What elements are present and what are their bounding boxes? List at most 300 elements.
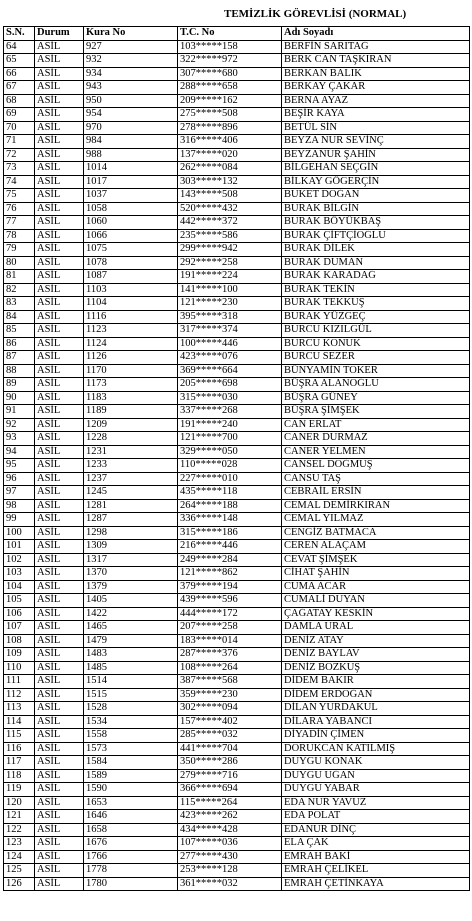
cell-status: ASİL [35,877,84,891]
table-row [4,769,470,783]
table-row [4,810,470,824]
cell-id-no: 302*****094 [178,702,282,716]
cell-status: ASİL [35,567,84,581]
cell-status: ASİL [35,310,84,324]
cell-id-no: 143*****508 [178,189,282,203]
cell-full-name: ELA ÇAK [282,837,470,851]
cell-lottery-no: 1465 [84,621,178,635]
cell-sn: 120 [4,796,35,810]
cell-sn: 103 [4,567,35,581]
cell-full-name: EDANUR DİNÇ [282,823,470,837]
cell-full-name: CUMA ACAR [282,580,470,594]
cell-lottery-no: 1087 [84,270,178,284]
cell-sn: 106 [4,607,35,621]
cell-full-name: CAN ERLAT [282,418,470,432]
cell-lottery-no: 1170 [84,364,178,378]
cell-full-name: BÜŞRA ŞİMŞEK [282,405,470,419]
cell-sn: 64 [4,40,35,54]
table-row [4,108,470,122]
table-row [4,837,470,851]
cell-id-no: 108*****264 [178,661,282,675]
cell-full-name: CEMAL DEMİRKIRAN [282,499,470,513]
table-row [4,553,470,567]
table-row [4,67,470,81]
cell-status: ASİL [35,742,84,756]
cell-status: ASİL [35,675,84,689]
cell-status: ASİL [35,405,84,419]
cell-full-name: CANER DURMAZ [282,432,470,446]
cell-sn: 76 [4,202,35,216]
cell-lottery-no: 934 [84,67,178,81]
cell-status: ASİL [35,688,84,702]
cell-sn: 95 [4,459,35,473]
cell-full-name: BURAK TEKKUŞ [282,297,470,311]
cell-sn: 111 [4,675,35,689]
cell-sn: 68 [4,94,35,108]
cell-lottery-no: 1233 [84,459,178,473]
cell-id-no: 227*****010 [178,472,282,486]
cell-id-no: 121*****862 [178,567,282,581]
cell-id-no: 141*****100 [178,283,282,297]
results-table [3,26,470,891]
cell-sn: 83 [4,297,35,311]
cell-sn: 85 [4,324,35,338]
cell-id-no: 444*****172 [178,607,282,621]
cell-id-no: 316*****406 [178,135,282,149]
cell-status: ASİL [35,837,84,851]
cell-full-name: CENGİZ BATMACA [282,526,470,540]
cell-sn: 82 [4,283,35,297]
cell-lottery-no: 1066 [84,229,178,243]
cell-sn: 86 [4,337,35,351]
cell-full-name: DİLAN YURDAKUL [282,702,470,716]
cell-status: ASİL [35,850,84,864]
table-row [4,189,470,203]
cell-status: ASİL [35,499,84,513]
cell-id-no: 277*****430 [178,850,282,864]
cell-id-no: 191*****240 [178,418,282,432]
header-id-no: T.C. No [178,27,282,41]
cell-status: ASİL [35,621,84,635]
cell-lottery-no: 1483 [84,648,178,662]
cell-lottery-no: 943 [84,81,178,95]
cell-full-name: DENİZ BAYLAV [282,648,470,662]
cell-lottery-no: 1558 [84,729,178,743]
cell-id-no: 275*****508 [178,108,282,122]
cell-sn: 122 [4,823,35,837]
table-row [4,486,470,500]
cell-lottery-no: 1058 [84,202,178,216]
cell-sn: 94 [4,445,35,459]
cell-sn: 69 [4,108,35,122]
cell-full-name: ÇAĞATAY KESKİN [282,607,470,621]
cell-lottery-no: 1237 [84,472,178,486]
cell-lottery-no: 1209 [84,418,178,432]
cell-id-no: 315*****030 [178,391,282,405]
cell-full-name: BERFİN SARITAĞ [282,40,470,54]
cell-lottery-no: 950 [84,94,178,108]
cell-full-name: CEVAT ŞİMŞEK [282,553,470,567]
table-row [4,621,470,635]
cell-id-no: 183*****014 [178,634,282,648]
cell-lottery-no: 1104 [84,297,178,311]
cell-status: ASİL [35,418,84,432]
cell-id-no: 350*****286 [178,756,282,770]
cell-full-name: BETÜL SİN [282,121,470,135]
cell-status: ASİL [35,162,84,176]
cell-id-no: 264*****188 [178,499,282,513]
table-row [4,472,470,486]
cell-lottery-no: 1780 [84,877,178,891]
cell-id-no: 369*****664 [178,364,282,378]
table-row [4,661,470,675]
cell-full-name: EMRAH BAKİ [282,850,470,864]
cell-sn: 108 [4,634,35,648]
cell-id-no: 262*****084 [178,162,282,176]
cell-full-name: BEŞİR KAYA [282,108,470,122]
table-row [4,783,470,797]
table-row [4,675,470,689]
document-title: TEMİZLİK GÖREVLİSİ (NORMAL) [224,8,407,20]
cell-id-no: 249*****284 [178,553,282,567]
cell-full-name: BİLGEHAN SEÇGİN [282,162,470,176]
cell-status: ASİL [35,715,84,729]
cell-full-name: BERKAN BALIK [282,67,470,81]
table-row [4,216,470,230]
cell-lottery-no: 954 [84,108,178,122]
cell-id-no: 329*****050 [178,445,282,459]
cell-sn: 109 [4,648,35,662]
cell-full-name: DUYGU YABAR [282,783,470,797]
cell-status: ASİL [35,297,84,311]
cell-sn: 90 [4,391,35,405]
table-row [4,594,470,608]
cell-lottery-no: 1060 [84,216,178,230]
cell-id-no: 307*****680 [178,67,282,81]
table-row [4,270,470,284]
cell-status: ASİL [35,661,84,675]
cell-sn: 125 [4,864,35,878]
cell-lottery-no: 1298 [84,526,178,540]
cell-id-no: 441*****704 [178,742,282,756]
cell-sn: 93 [4,432,35,446]
cell-lottery-no: 1317 [84,553,178,567]
table-row [4,364,470,378]
cell-id-no: 253*****128 [178,864,282,878]
cell-sn: 114 [4,715,35,729]
cell-lottery-no: 1515 [84,688,178,702]
table-row [4,324,470,338]
cell-full-name: DORUKCAN KATILMIŞ [282,742,470,756]
cell-sn: 124 [4,850,35,864]
cell-full-name: DİLARA YABANCI [282,715,470,729]
cell-id-no: 361*****032 [178,877,282,891]
cell-lottery-no: 1405 [84,594,178,608]
cell-id-no: 520*****432 [178,202,282,216]
cell-full-name: BURAK BİLGİN [282,202,470,216]
cell-sn: 65 [4,54,35,68]
cell-id-no: 121*****230 [178,297,282,311]
cell-id-no: 292*****258 [178,256,282,270]
table-row [4,729,470,743]
cell-full-name: BURAK KARADAĞ [282,270,470,284]
cell-lottery-no: 1245 [84,486,178,500]
table-row [4,148,470,162]
cell-lottery-no: 1778 [84,864,178,878]
cell-full-name: EDA POLAT [282,810,470,824]
cell-lottery-no: 1037 [84,189,178,203]
cell-lottery-no: 932 [84,54,178,68]
table-row [4,297,470,311]
cell-lottery-no: 1183 [84,391,178,405]
cell-status: ASİL [35,607,84,621]
cell-sn: 78 [4,229,35,243]
cell-sn: 115 [4,729,35,743]
cell-sn: 81 [4,270,35,284]
cell-full-name: BÜŞRA ALANOĞLU [282,378,470,392]
table-row [4,81,470,95]
cell-id-no: 110*****028 [178,459,282,473]
table-row [4,310,470,324]
table-row [4,756,470,770]
cell-full-name: CANER YELMEN [282,445,470,459]
cell-sn: 118 [4,769,35,783]
cell-status: ASİL [35,148,84,162]
cell-sn: 80 [4,256,35,270]
cell-status: ASİL [35,729,84,743]
cell-sn: 75 [4,189,35,203]
table-row [4,337,470,351]
cell-sn: 79 [4,243,35,257]
cell-sn: 101 [4,540,35,554]
cell-sn: 92 [4,418,35,432]
table-row [4,94,470,108]
cell-status: ASİL [35,189,84,203]
cell-lottery-no: 1075 [84,243,178,257]
table-body [4,40,470,891]
cell-lottery-no: 1014 [84,162,178,176]
cell-id-no: 115*****264 [178,796,282,810]
cell-full-name: DUYGU KONAK [282,756,470,770]
cell-full-name: EMRAH ÇETİNKAYA [282,877,470,891]
cell-id-no: 322*****972 [178,54,282,68]
cell-id-no: 288*****658 [178,81,282,95]
table-row [4,135,470,149]
cell-id-no: 279*****716 [178,769,282,783]
cell-lottery-no: 1485 [84,661,178,675]
cell-lottery-no: 1123 [84,324,178,338]
table-row [4,54,470,68]
cell-status: ASİL [35,756,84,770]
cell-lottery-no: 1309 [84,540,178,554]
table-row [4,580,470,594]
cell-sn: 96 [4,472,35,486]
table-row [4,567,470,581]
cell-sn: 72 [4,148,35,162]
cell-full-name: CEREN ALAÇAM [282,540,470,554]
cell-full-name: CANSEL DOĞMUŞ [282,459,470,473]
cell-id-no: 287*****376 [178,648,282,662]
cell-id-no: 303*****132 [178,175,282,189]
cell-status: ASİL [35,769,84,783]
cell-full-name: BURAK BÖYÜKBAŞ [282,216,470,230]
cell-lottery-no: 1379 [84,580,178,594]
cell-id-no: 423*****262 [178,810,282,824]
cell-full-name: BUKET DOĞAN [282,189,470,203]
table-row [4,243,470,257]
cell-sn: 104 [4,580,35,594]
cell-status: ASİL [35,783,84,797]
table-row [4,202,470,216]
header-full-name: Adı Soyadı [282,27,470,41]
cell-status: ASİL [35,229,84,243]
cell-status: ASİL [35,553,84,567]
cell-status: ASİL [35,243,84,257]
cell-id-no: 216*****446 [178,540,282,554]
table-row [4,648,470,662]
cell-sn: 113 [4,702,35,716]
cell-sn: 123 [4,837,35,851]
cell-full-name: BEYZANUR ŞAHİN [282,148,470,162]
cell-sn: 112 [4,688,35,702]
table-row [4,607,470,621]
cell-full-name: DUYGU UĞAN [282,769,470,783]
cell-lottery-no: 1590 [84,783,178,797]
cell-status: ASİL [35,270,84,284]
table-row [4,688,470,702]
cell-sn: 97 [4,486,35,500]
cell-status: ASİL [35,810,84,824]
cell-full-name: CEMAL YILMAZ [282,513,470,527]
cell-lottery-no: 1646 [84,810,178,824]
cell-sn: 121 [4,810,35,824]
cell-status: ASİL [35,54,84,68]
cell-status: ASİL [35,513,84,527]
cell-lottery-no: 1573 [84,742,178,756]
cell-id-no: 191*****224 [178,270,282,284]
cell-lottery-no: 1103 [84,283,178,297]
cell-sn: 105 [4,594,35,608]
cell-sn: 74 [4,175,35,189]
cell-lottery-no: 970 [84,121,178,135]
cell-id-no: 336*****148 [178,513,282,527]
cell-id-no: 157*****402 [178,715,282,729]
cell-full-name: BÜŞRA GÜNEY [282,391,470,405]
cell-sn: 102 [4,553,35,567]
table-row [4,175,470,189]
cell-status: ASİL [35,378,84,392]
cell-sn: 88 [4,364,35,378]
cell-lottery-no: 984 [84,135,178,149]
cell-id-no: 395*****318 [178,310,282,324]
cell-id-no: 285*****032 [178,729,282,743]
cell-id-no: 121*****700 [178,432,282,446]
cell-sn: 99 [4,513,35,527]
table-row [4,864,470,878]
cell-sn: 117 [4,756,35,770]
cell-id-no: 100*****446 [178,337,282,351]
cell-status: ASİL [35,135,84,149]
table-row [4,351,470,365]
cell-status: ASİL [35,175,84,189]
cell-id-no: 435*****118 [178,486,282,500]
cell-sn: 110 [4,661,35,675]
cell-full-name: CUMALİ DUYAN [282,594,470,608]
cell-id-no: 387*****568 [178,675,282,689]
cell-lottery-no: 1189 [84,405,178,419]
cell-id-no: 337*****268 [178,405,282,419]
cell-lottery-no: 1078 [84,256,178,270]
table-row [4,742,470,756]
cell-status: ASİL [35,391,84,405]
table-row [4,499,470,513]
cell-full-name: DİDEM ERDOĞAN [282,688,470,702]
cell-sn: 70 [4,121,35,135]
table-row [4,378,470,392]
cell-full-name: BURCU SEZER [282,351,470,365]
table-row [4,702,470,716]
cell-lottery-no: 927 [84,40,178,54]
cell-id-no: 235*****586 [178,229,282,243]
cell-id-no: 299*****942 [178,243,282,257]
cell-status: ASİL [35,216,84,230]
cell-status: ASİL [35,445,84,459]
cell-full-name: EMRAH ÇELİKEL [282,864,470,878]
cell-lottery-no: 1584 [84,756,178,770]
cell-full-name: BURCU KIZILGÜL [282,324,470,338]
cell-id-no: 439*****596 [178,594,282,608]
cell-status: ASİL [35,702,84,716]
cell-lottery-no: 988 [84,148,178,162]
cell-full-name: BURCU KONUK [282,337,470,351]
cell-lottery-no: 1658 [84,823,178,837]
table-row [4,283,470,297]
cell-lottery-no: 1228 [84,432,178,446]
cell-id-no: 434*****428 [178,823,282,837]
cell-status: ASİL [35,81,84,95]
cell-status: ASİL [35,121,84,135]
table-row [4,40,470,54]
table-header-row [4,27,470,41]
cell-full-name: DİYADİN ÇİMEN [282,729,470,743]
cell-full-name: CANSU TAŞ [282,472,470,486]
table-row [4,121,470,135]
cell-lottery-no: 1479 [84,634,178,648]
cell-id-no: 315*****186 [178,526,282,540]
cell-sn: 66 [4,67,35,81]
cell-id-no: 423*****076 [178,351,282,365]
cell-id-no: 359*****230 [178,688,282,702]
cell-sn: 91 [4,405,35,419]
cell-status: ASİL [35,486,84,500]
cell-lottery-no: 1281 [84,499,178,513]
cell-full-name: BÜNYAMİN TOKER [282,364,470,378]
cell-full-name: BURAK ÇİFTÇİOĞLU [282,229,470,243]
cell-status: ASİL [35,67,84,81]
header-status: Durum [35,27,84,41]
cell-id-no: 442*****372 [178,216,282,230]
cell-lottery-no: 1017 [84,175,178,189]
table-row [4,256,470,270]
cell-lottery-no: 1422 [84,607,178,621]
table-row [4,823,470,837]
cell-lottery-no: 1287 [84,513,178,527]
cell-full-name: EDA NUR YAVUZ [282,796,470,810]
cell-id-no: 103*****158 [178,40,282,54]
cell-sn: 119 [4,783,35,797]
cell-lottery-no: 1173 [84,378,178,392]
table-row [4,162,470,176]
